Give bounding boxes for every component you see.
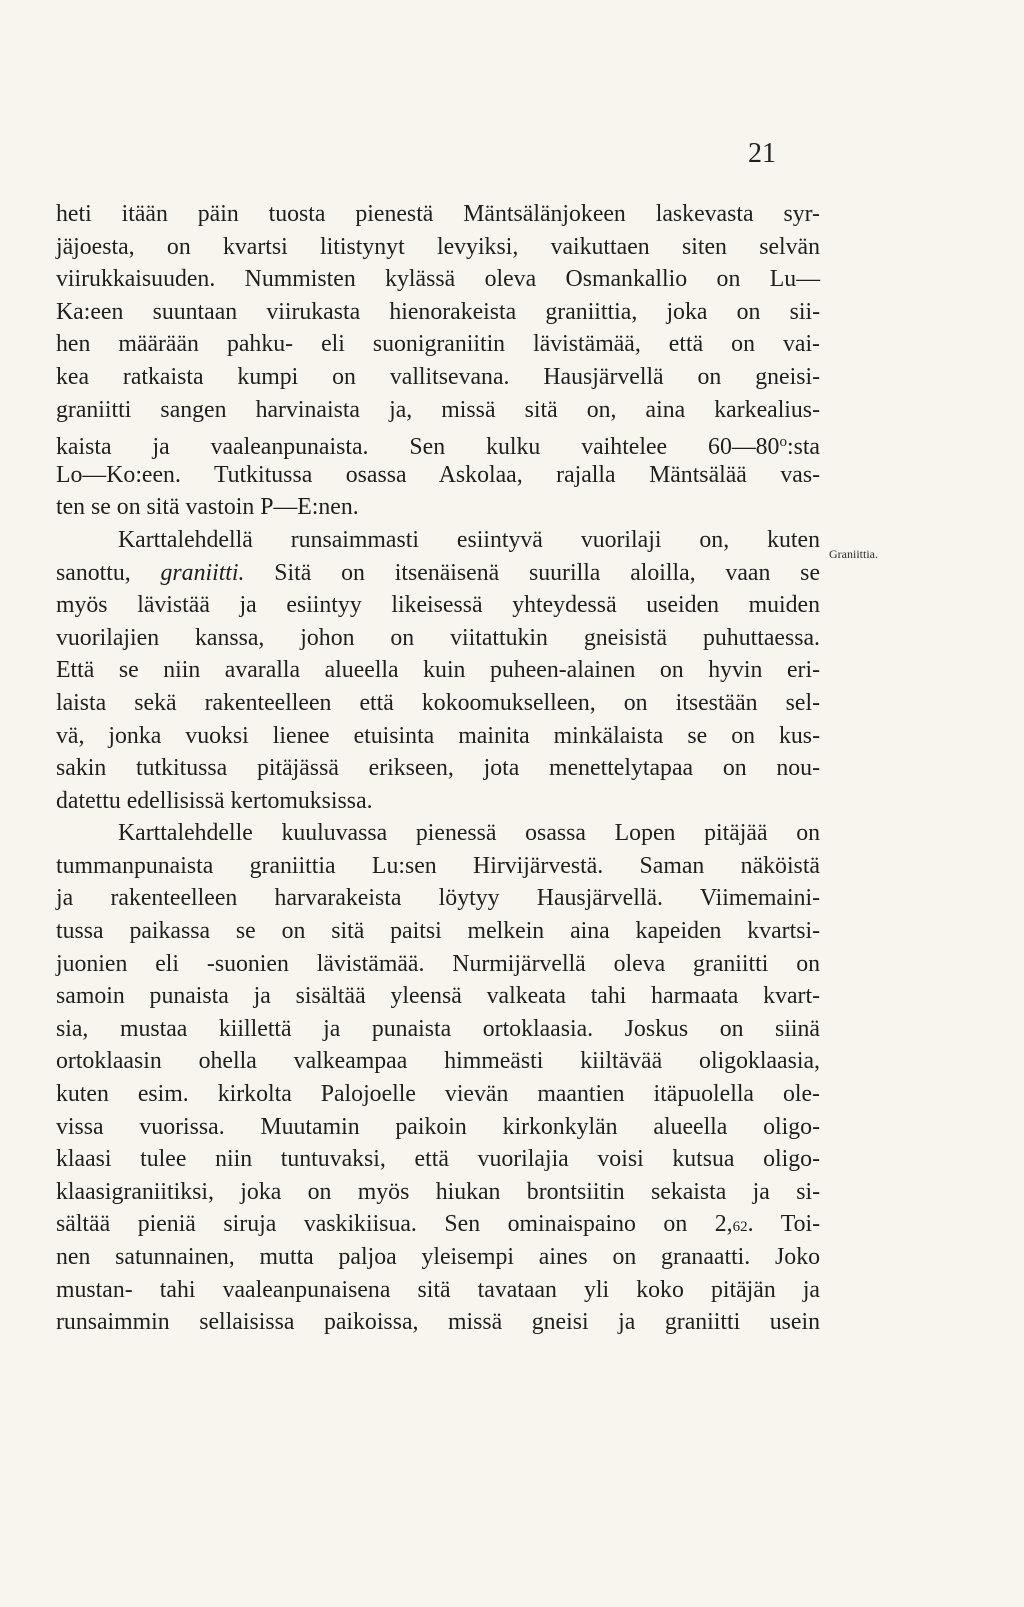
text-line xyxy=(56,1208,820,1241)
small-digits: 62 xyxy=(732,1219,748,1236)
text-segment: Sitä on itsenäisenä suurilla aloilla, vaan se xyxy=(244,559,821,586)
text-line: laista sekä rakenteelleen että kokoomukselleen, on itsestään sel- xyxy=(56,689,820,716)
text-line xyxy=(56,557,820,590)
margin-note: Graniittia. xyxy=(829,547,878,561)
text-line xyxy=(56,426,820,459)
text-line: sakin tutkitussa pitäjässä erikseen, jota menettelytapaa on nou- xyxy=(56,755,820,782)
text-line: vissa vuorissa. Muutamin paikoin kirkonkylän alueella oligo- xyxy=(56,1113,820,1140)
text-line: vuorilajien kanssa, johon on viitattukin gneisistä puhuttaessa. xyxy=(56,624,820,651)
text-line: klaasigraniitiksi, joka on myös hiukan brontsiitin sekaista ja si- xyxy=(56,1178,820,1205)
text-line: tussa paikassa se on sitä paitsi melkein aina kapeiden kvartsi- xyxy=(56,918,820,945)
italic-term: graniitti. xyxy=(160,559,245,586)
text-line: datettu edellisissä kertomuksissa. xyxy=(56,787,373,814)
text-segment: :sta xyxy=(786,434,820,461)
text-line: myös lävistää ja esiintyy likeisessä yhteydessä useiden muiden xyxy=(56,592,820,619)
text-segment: kaista ja vaaleanpunaista. Sen kulku vaihtelee 60—80 xyxy=(56,434,780,461)
text-line: heti itään päin tuosta pienestä Mäntsälänjokeen laskevasta syr- xyxy=(56,201,820,227)
text-line: Lo—Ko:een. Tutkitussa osassa Askolaa, rajalla Mäntsälää vas- xyxy=(56,461,820,488)
text-line: sia, mustaa kiillettä ja punaista ortoklaasia. Joskus on siinä xyxy=(56,1015,820,1042)
text-line: klaasi tulee niin tuntuvaksi, että vuorilajia voisi kutsua oligo- xyxy=(56,1146,820,1173)
text-line: Ka:een suuntaan viirukasta hienorakeista graniittia, joka on sii- xyxy=(56,298,820,325)
page-number: 21 xyxy=(748,138,776,169)
text-line: graniitti sangen harvinaista ja, missä sitä on, aina karkealius- xyxy=(56,396,820,423)
text-line: runsaimmin sellaisissa paikoissa, missä gneisi ja graniitti usein xyxy=(56,1309,820,1336)
text-line: juonien eli -suonien lävistämää. Nurmijärvellä oleva graniitti on xyxy=(56,950,820,977)
text-line: jäjoesta, on kvartsi litistynyt levyiksi, vaikuttaen siten selvän xyxy=(56,233,820,260)
text-segment: sältää pieniä siruja vaskikiisua. Sen ominaispaino on 2, xyxy=(56,1211,733,1238)
text-line: kea ratkaista kumpi on vallitsevana. Hausjärvellä on gneisi- xyxy=(56,363,820,390)
text-line: Karttalehdellä runsaimmasti esiintyvä vuorilaji on, kuten xyxy=(118,526,820,553)
text-line: tummanpunaista graniittia Lu:sen Hirvijärvestä. Saman näköistä xyxy=(56,852,820,879)
text-line: hen määrään pahku- eli suonigraniitin lävistämää, että on vai- xyxy=(56,331,820,358)
text-line: mustan- tahi vaaleanpunaisena sitä tavataan yli koko pitäjän ja xyxy=(56,1276,820,1303)
text-line: ortoklaasin ohella valkeampaa himmeästi kiiltävää oligoklaasia, xyxy=(56,1048,820,1075)
body-text xyxy=(56,198,820,1339)
text-line: nen satunnainen, mutta paljoa yleisempi aines on granaatti. Joko xyxy=(56,1244,820,1270)
text-line: Että se niin avaralla alueella kuin puheen-alainen on hyvin eri- xyxy=(56,657,820,684)
text-line: kuten esim. kirkolta Palojoelle vievän maantien itäpuolella ole- xyxy=(56,1081,820,1108)
text-segment: . Toi- xyxy=(747,1211,821,1238)
degree-superscript: o xyxy=(779,434,787,451)
text-line: Karttalehdelle kuuluvassa pienessä osassa Lopen pitäjää on xyxy=(118,820,820,847)
text-segment: sanottu, xyxy=(56,559,161,586)
text-line: ja rakenteelleen harvarakeista löytyy Hausjärvellä. Viimemaini- xyxy=(56,885,820,912)
text-line: vä, jonka vuoksi lienee etuisinta mainita minkälaista se on kus- xyxy=(56,722,820,749)
text-line: samoin punaista ja sisältää yleensä valkeata tahi harmaata kvart- xyxy=(56,983,820,1010)
text-line: ten se on sitä vastoin P—E:nen. xyxy=(56,494,359,521)
text-line: viirukkaisuuden. Nummisten kylässä oleva Osmankallio on Lu— xyxy=(56,266,820,293)
